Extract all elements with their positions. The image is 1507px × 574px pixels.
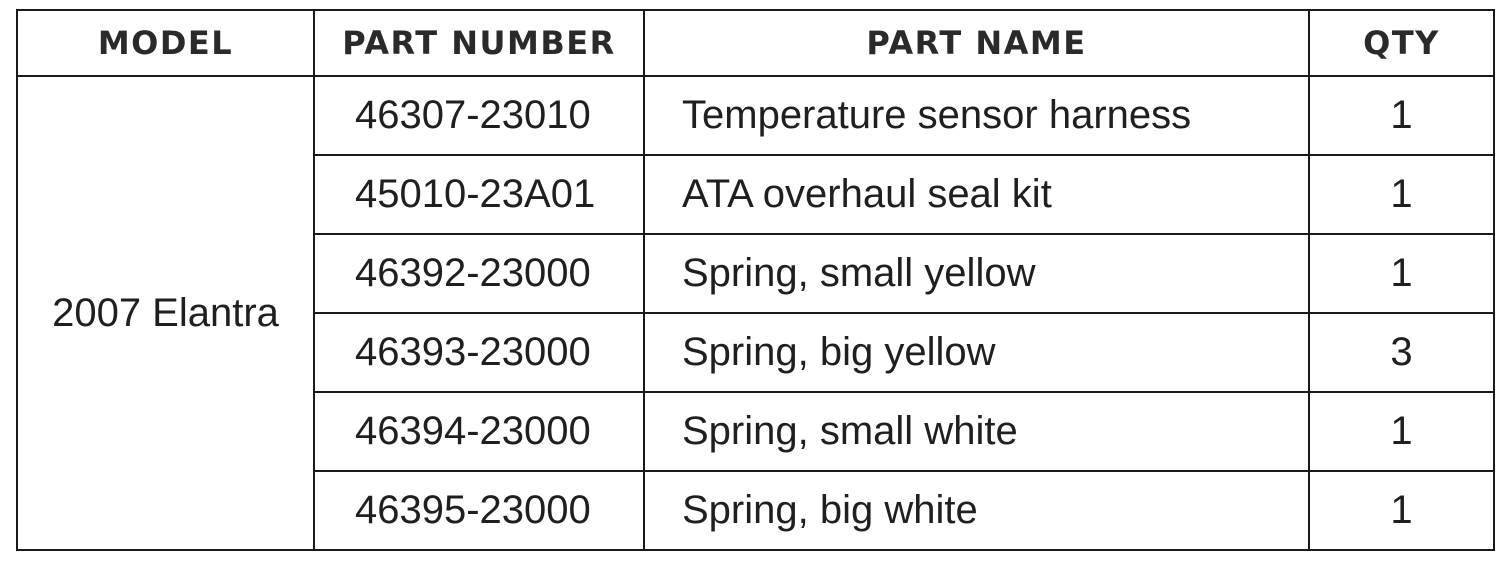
part-number-cell: 45010-23A01 bbox=[314, 155, 644, 234]
parts-table bbox=[16, 9, 1495, 551]
table-row bbox=[17, 76, 1494, 155]
qty-cell: 1 bbox=[1309, 392, 1494, 471]
part-number-cell: 46307-23010 bbox=[314, 76, 644, 155]
part-name-cell: Spring, small yellow bbox=[644, 234, 1309, 313]
qty-cell: 1 bbox=[1309, 76, 1494, 155]
header-part-name: PART NAME bbox=[644, 10, 1309, 76]
part-name-cell: Spring, big yellow bbox=[644, 313, 1309, 392]
part-name-cell: Spring, small white bbox=[644, 392, 1309, 471]
qty-cell: 1 bbox=[1309, 234, 1494, 313]
part-number-cell: 46395-23000 bbox=[314, 471, 644, 550]
table-header bbox=[17, 10, 1494, 76]
qty-cell: 1 bbox=[1309, 471, 1494, 550]
part-number-cell: 46392-23000 bbox=[314, 234, 644, 313]
qty-cell: 1 bbox=[1309, 155, 1494, 234]
model-cell: 2007 Elantra bbox=[17, 76, 314, 550]
part-number-cell: 46393-23000 bbox=[314, 313, 644, 392]
header-model: MODEL bbox=[17, 10, 314, 76]
part-name-cell: Spring, big white bbox=[644, 471, 1309, 550]
header-part-number: PART NUMBER bbox=[314, 10, 644, 76]
part-number-cell: 46394-23000 bbox=[314, 392, 644, 471]
table-body bbox=[17, 76, 1494, 550]
part-name-cell: Temperature sensor harness bbox=[644, 76, 1309, 155]
qty-cell: 3 bbox=[1309, 313, 1494, 392]
header-row bbox=[17, 10, 1494, 76]
part-name-cell: ATA overhaul seal kit bbox=[644, 155, 1309, 234]
header-qty: QTY bbox=[1309, 10, 1494, 76]
